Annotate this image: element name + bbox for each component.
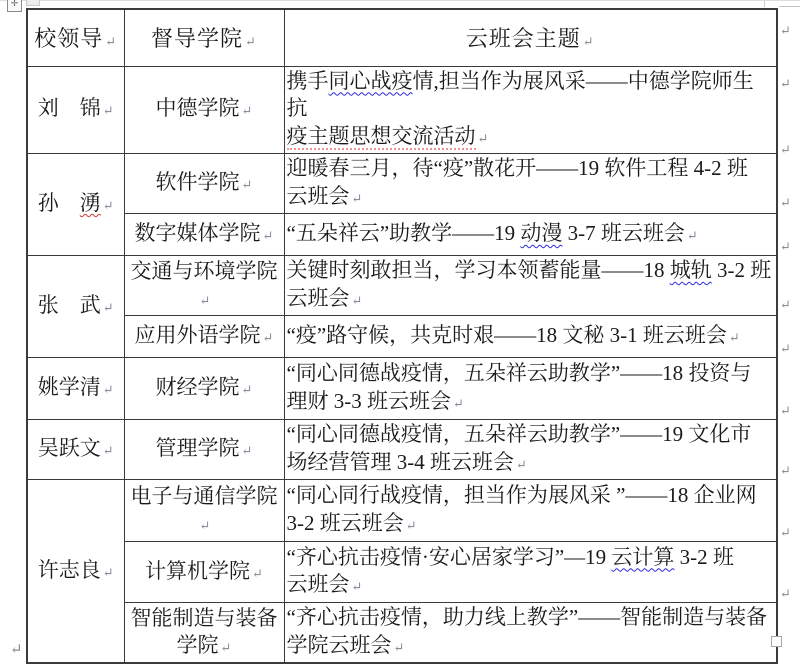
text-segment: 管理学院 bbox=[155, 436, 240, 460]
table-header-row bbox=[27, 9, 777, 66]
text-segment-para: ↵ bbox=[241, 382, 253, 397]
table-row bbox=[27, 214, 777, 256]
text-segment-para: ↵ bbox=[102, 564, 114, 580]
text-segment: 迎暖春三月，待“疫”散花开——19 软件工程 4-2 班 bbox=[286, 156, 748, 180]
theme-cell[interactable] bbox=[284, 542, 777, 603]
college-cell[interactable] bbox=[124, 542, 284, 603]
text-segment: 学院 bbox=[176, 632, 219, 657]
text-segment: 理财 3-3 班云班会 bbox=[286, 388, 451, 413]
college-cell[interactable] bbox=[124, 214, 284, 256]
text-segment: 云班会 bbox=[286, 572, 350, 596]
text-segment-para: ↵ bbox=[199, 292, 211, 308]
college-cell[interactable] bbox=[124, 358, 284, 420]
text-segment-para: ↵ bbox=[728, 329, 740, 345]
end-of-row-mark: ↵ bbox=[780, 142, 791, 157]
text-segment: 情,担当作为展风采——中德学院师生抗 bbox=[286, 68, 754, 120]
theme-cell[interactable] bbox=[284, 358, 777, 420]
header-theme[interactable] bbox=[284, 9, 777, 66]
text-segment: 云班会主题 bbox=[465, 26, 581, 52]
text-segment: 交通与环境学院 bbox=[130, 258, 278, 283]
ruler-bottom-edge bbox=[0, 0, 800, 1]
text-segment: 校领导 bbox=[34, 26, 104, 52]
leader-cell[interactable] bbox=[27, 358, 124, 420]
text-segment-para: ↵ bbox=[245, 34, 257, 50]
college-cell[interactable] bbox=[124, 480, 284, 542]
text-segment: 中德学院 bbox=[155, 96, 240, 121]
class-meeting-table bbox=[26, 8, 778, 664]
text-segment: 软件学院 bbox=[155, 170, 240, 194]
leader-cell[interactable] bbox=[27, 420, 124, 480]
end-of-row-mark: ↵ bbox=[780, 403, 791, 418]
table-row bbox=[27, 420, 777, 480]
table-row bbox=[27, 256, 777, 316]
text-segment: 携手 bbox=[286, 68, 329, 93]
text-segment: “疫”路守候，共克时艰——18 文秘 3-1 班云班会 bbox=[286, 322, 727, 347]
text-segment-bluewavy: 动漫 bbox=[520, 220, 563, 245]
text-segment-bluewavy: 云计算 bbox=[611, 544, 675, 569]
table-row bbox=[27, 154, 777, 214]
end-of-row-mark: ↵ bbox=[780, 195, 791, 210]
text-segment: 张 武 bbox=[37, 293, 101, 317]
theme-cell[interactable] bbox=[284, 154, 777, 214]
text-segment-para: ↵ bbox=[199, 517, 211, 533]
text-segment-bluewavy: 同心战疫 bbox=[328, 68, 413, 93]
text-segment-reddot: 疫主题思想交流活动 bbox=[286, 123, 476, 148]
text-segment: 数字媒体学院 bbox=[134, 221, 261, 245]
text-segment-para: ↵ bbox=[102, 300, 114, 315]
text-segment-para: ↵ bbox=[393, 639, 405, 655]
table-row bbox=[27, 358, 777, 420]
table-resize-handle[interactable] bbox=[771, 636, 782, 647]
college-cell[interactable] bbox=[124, 316, 284, 358]
theme-cell[interactable] bbox=[284, 256, 777, 316]
document-table-container bbox=[26, 8, 778, 664]
text-segment-para: ↵ bbox=[405, 517, 417, 533]
text-segment: 电子与通信学院 bbox=[130, 483, 278, 508]
text-segment-para: ↵ bbox=[241, 443, 253, 458]
text-segment-redwavy: 湧 bbox=[79, 191, 101, 215]
text-segment: “同心同德战疫情，五朵祥云助教学”——19 文化市 bbox=[286, 422, 752, 446]
text-segment-bluewavy: 城轨 bbox=[669, 258, 712, 282]
end-of-row-mark: ↵ bbox=[780, 23, 791, 38]
text-segment-para: ↵ bbox=[105, 34, 118, 50]
college-cell[interactable] bbox=[124, 420, 284, 480]
text-segment-para: ↵ bbox=[241, 103, 253, 119]
text-segment: 3-2 班 bbox=[711, 258, 772, 282]
text-segment-para: ↵ bbox=[453, 395, 464, 411]
college-cell[interactable] bbox=[124, 154, 284, 214]
text-segment: “同心同行战疫情，担当作为展风采 ”——18 企业网 bbox=[286, 483, 757, 507]
end-of-row-mark: ↵ bbox=[780, 297, 791, 312]
theme-cell[interactable] bbox=[284, 420, 777, 480]
text-segment-para: ↵ bbox=[351, 579, 363, 594]
text-segment: 许志良 bbox=[37, 557, 101, 582]
text-segment: 应用外语学院 bbox=[134, 323, 261, 347]
text-segment-para: ↵ bbox=[351, 190, 363, 206]
end-of-row-mark: ↵ bbox=[780, 586, 791, 601]
text-segment-para: ↵ bbox=[102, 103, 114, 119]
text-segment-para: ↵ bbox=[102, 382, 114, 397]
theme-cell[interactable] bbox=[284, 316, 777, 358]
text-segment-para: ↵ bbox=[516, 456, 527, 472]
theme-cell[interactable] bbox=[284, 480, 777, 542]
table-row bbox=[27, 316, 777, 358]
table-row bbox=[27, 480, 777, 542]
text-segment: 3-2 班云班会 bbox=[286, 510, 404, 535]
leader-cell[interactable] bbox=[27, 154, 124, 256]
college-cell[interactable] bbox=[124, 66, 284, 154]
text-segment-para: ↵ bbox=[262, 228, 274, 243]
text-segment-para: ↵ bbox=[351, 292, 363, 308]
end-of-row-mark: ↵ bbox=[780, 239, 791, 254]
text-segment-para: ↵ bbox=[220, 639, 232, 655]
text-segment: 学院云班会 bbox=[286, 632, 392, 657]
text-segment: “五朵祥云”助教学——19 bbox=[286, 220, 521, 245]
theme-cell[interactable] bbox=[284, 214, 777, 256]
end-of-row-mark: ↵ bbox=[780, 341, 791, 356]
header-college[interactable] bbox=[124, 9, 284, 66]
table-row bbox=[27, 66, 777, 154]
page-margin-line bbox=[779, 6, 800, 7]
theme-cell[interactable] bbox=[284, 603, 777, 664]
end-of-row-mark: ↵ bbox=[780, 525, 791, 540]
end-of-row-mark: ↵ bbox=[780, 76, 791, 91]
text-segment: 场经营管理 3-4 班云班会 bbox=[286, 449, 514, 474]
text-segment: 3-2 班 bbox=[674, 544, 734, 569]
paragraph-mark: ↵ bbox=[10, 642, 23, 658]
text-segment-para: ↵ bbox=[102, 198, 114, 213]
page-margin-tick bbox=[764, 0, 765, 7]
text-segment: 云班会 bbox=[286, 183, 350, 208]
text-segment: 姚学清 bbox=[37, 375, 101, 399]
end-of-row-mark: ↵ bbox=[780, 463, 791, 478]
leader-cell[interactable] bbox=[27, 66, 124, 154]
theme-cell[interactable] bbox=[284, 66, 777, 154]
text-segment: 刘 锦 bbox=[37, 96, 101, 121]
text-segment: 财经学院 bbox=[155, 375, 240, 399]
text-segment-para: ↵ bbox=[477, 130, 489, 146]
header-leader[interactable] bbox=[27, 9, 124, 66]
text-segment: 吴跃文 bbox=[37, 436, 101, 460]
text-segment: “同心同德战疫情，五朵祥云助教学”——18 投资与 bbox=[286, 361, 752, 385]
text-segment-para: ↵ bbox=[582, 34, 595, 50]
leader-cell[interactable] bbox=[27, 480, 124, 664]
leader-cell[interactable] bbox=[27, 256, 124, 358]
text-segment-para: ↵ bbox=[102, 443, 114, 458]
text-segment-para: ↵ bbox=[262, 330, 274, 345]
college-cell[interactable] bbox=[124, 256, 284, 316]
text-segment: 智能制造与装备 bbox=[130, 605, 278, 630]
text-segment: 云班会 bbox=[286, 285, 350, 310]
text-segment: 计算机学院 bbox=[145, 558, 251, 583]
table-move-handle-icon[interactable]: ✛ bbox=[7, 0, 22, 12]
table-handle-ghost bbox=[26, 0, 40, 6]
text-segment-para: ↵ bbox=[241, 177, 253, 192]
table-row bbox=[27, 603, 777, 664]
text-segment: 关键时刻敢担当，学习本领蓄能量——18 bbox=[286, 258, 670, 282]
text-segment: 3-7 班云班会 bbox=[562, 220, 685, 245]
text-segment-para: ↵ bbox=[252, 565, 263, 581]
text-segment: “齐心抗击疫情，助力线上教学”——智能制造与装备 bbox=[286, 605, 768, 629]
text-segment: “齐心抗击疫情·安心居家学习”—19 bbox=[286, 544, 612, 569]
text-segment: 督导学院 bbox=[151, 26, 244, 52]
text-segment-para: ↵ bbox=[686, 227, 698, 243]
table-row bbox=[27, 542, 777, 603]
college-cell[interactable] bbox=[124, 603, 284, 664]
text-segment: 孙 bbox=[37, 191, 80, 215]
